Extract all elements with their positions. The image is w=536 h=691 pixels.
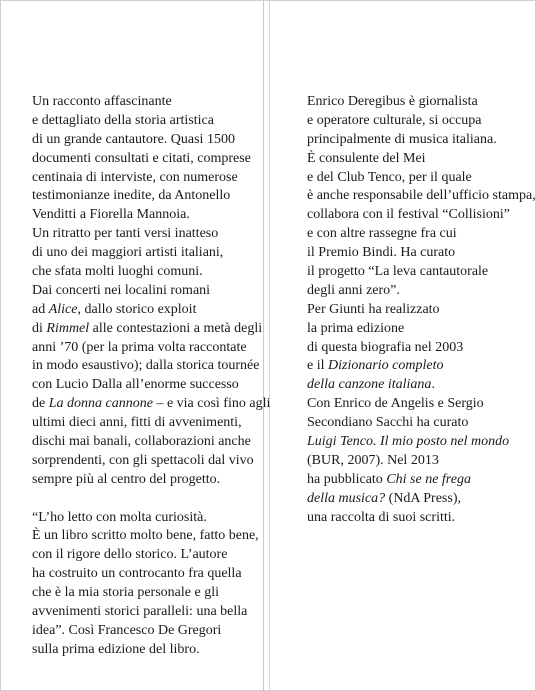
text-segment: alle contestazioni a metà degli xyxy=(89,320,263,336)
text-line xyxy=(32,244,270,263)
text-line xyxy=(32,131,270,150)
text-segment: di uno dei maggiori artisti italiani, xyxy=(32,245,224,261)
text-segment: Un racconto affascinante xyxy=(32,94,172,109)
text-line xyxy=(307,320,536,339)
text-segment: e operatore culturale, si occupa xyxy=(307,112,482,128)
text-line xyxy=(32,206,270,225)
text-line xyxy=(32,603,270,622)
text-line xyxy=(32,395,270,414)
text-line xyxy=(307,112,536,131)
text-segment: – e via così fino agli xyxy=(152,396,271,412)
text-line xyxy=(32,339,270,358)
text-segment: una raccolta di suoi scritti. xyxy=(307,509,456,525)
text-line xyxy=(307,169,536,188)
text-line xyxy=(307,225,536,244)
text-segment: degli anni zero”. xyxy=(307,282,400,298)
text-segment: con Lucio Dalla all’enorme successo xyxy=(32,377,239,393)
text-line xyxy=(32,263,270,282)
text-line xyxy=(32,93,270,112)
text-line xyxy=(307,187,536,206)
text-segment: Enrico Deregibus è giornalista xyxy=(307,94,478,109)
paragraph-gap xyxy=(32,490,270,509)
text-segment: idea”. Così Francesco De Gregori xyxy=(32,622,222,638)
text-line xyxy=(32,282,270,301)
text-line xyxy=(307,376,536,395)
text-line xyxy=(32,225,270,244)
text-segment: avvenimenti storici paralleli: una bella xyxy=(32,604,248,620)
text-line xyxy=(32,452,270,471)
text-line xyxy=(307,282,536,301)
text-segment: e con altre rassegne fra cui xyxy=(307,226,457,242)
italic-title-text: Dizionario completo xyxy=(328,358,444,374)
text-line xyxy=(32,357,270,376)
text-line xyxy=(307,471,536,490)
text-segment: che è la mia storia personale e gli xyxy=(32,585,219,601)
text-segment: ultimi dieci anni, fitti di avvenimenti, xyxy=(32,415,242,431)
text-segment: anni ’70 (per la prima volta raccontate xyxy=(32,339,247,355)
text-segment: Un ritratto per tanti versi inatteso xyxy=(32,226,219,242)
text-segment: Con Enrico de Angelis e Sergio xyxy=(307,396,484,412)
text-segment: principalmente di musica italiana. xyxy=(307,131,497,147)
text-segment: Secondiano Sacchi ha curato xyxy=(307,415,469,431)
text-line xyxy=(307,301,536,320)
text-segment: de xyxy=(32,396,49,412)
text-line xyxy=(307,339,536,358)
text-line xyxy=(32,150,270,169)
text-line xyxy=(307,433,536,452)
text-line xyxy=(307,395,536,414)
text-line xyxy=(32,320,270,339)
text-line xyxy=(307,357,536,376)
text-segment: e il xyxy=(307,358,328,374)
text-line xyxy=(32,112,270,131)
text-segment: (NdA Press), xyxy=(385,490,461,506)
text-segment: con il rigore dello storico. L’autore xyxy=(32,547,228,563)
italic-title-text: della canzone italiana xyxy=(307,377,432,393)
text-line xyxy=(32,641,270,660)
author-bio-paragraph xyxy=(307,93,536,527)
text-segment: È consulente del Mei xyxy=(307,150,426,166)
italic-title-text: Luigi Tenco. Il mio posto nel mondo xyxy=(307,434,510,450)
text-line xyxy=(32,301,270,320)
text-segment: in modo esaustivo); dalla storica tournée xyxy=(32,358,260,374)
text-segment: collabora con il festival “Collisioni” xyxy=(307,207,510,223)
text-segment: Per Giunti ha realizzato xyxy=(307,301,440,317)
italic-title-text: Rimmel xyxy=(46,320,90,336)
text-segment: sempre più al centro del progetto. xyxy=(32,471,221,487)
de-gregori-quote-paragraph xyxy=(32,509,270,660)
text-segment: ha costruito un controcanto fra quella xyxy=(32,566,242,582)
text-line xyxy=(307,263,536,282)
italic-title-text: della musica? xyxy=(307,490,386,506)
text-line xyxy=(32,584,270,603)
book-synopsis-paragraph xyxy=(32,93,270,490)
author-bio-column xyxy=(307,93,536,527)
text-line xyxy=(32,509,270,528)
text-line xyxy=(307,509,536,528)
text-line xyxy=(32,433,270,452)
text-line xyxy=(307,490,536,509)
text-line xyxy=(32,527,270,546)
text-line xyxy=(32,414,270,433)
text-segment: È un libro scritto molto bene, fatto bene, xyxy=(32,528,259,544)
text-segment: “L’ho letto con molta curiosità. xyxy=(32,509,207,525)
text-line xyxy=(32,376,270,395)
text-line xyxy=(307,150,536,169)
text-line xyxy=(307,414,536,433)
text-segment: Venditti a Fiorella Mannoia. xyxy=(32,207,190,223)
text-line xyxy=(32,169,270,188)
text-segment: sulla prima edizione del libro. xyxy=(32,641,200,657)
text-line xyxy=(307,244,536,263)
text-line xyxy=(32,187,270,206)
text-line xyxy=(307,452,536,471)
text-segment: ha pubblicato xyxy=(307,471,387,487)
book-description-column xyxy=(32,93,270,660)
text-segment: che sfata molti luoghi comuni. xyxy=(32,264,203,280)
text-line xyxy=(32,546,270,565)
text-segment: è anche responsabile dell’ufficio stampa, xyxy=(307,188,536,204)
italic-title-text: Chi se ne frega xyxy=(386,471,471,487)
italic-title-text: La donna cannone xyxy=(48,396,153,412)
text-segment: dischi mai banali, collaborazioni anche xyxy=(32,434,251,450)
text-line xyxy=(307,93,536,112)
text-line xyxy=(32,471,270,490)
text-segment: (BUR, 2007). Nel 2013 xyxy=(307,452,439,468)
text-segment: il Premio Bindi. Ha curato xyxy=(307,245,456,261)
text-segment: ad xyxy=(32,301,49,317)
text-line xyxy=(32,565,270,584)
text-line xyxy=(307,131,536,150)
text-segment: , dallo storico exploit xyxy=(77,301,197,317)
text-segment: centinaia di interviste, con numerose xyxy=(32,169,238,185)
text-segment: di un grande cantautore. Quasi 1500 xyxy=(32,131,235,147)
text-segment: la prima edizione xyxy=(307,320,405,336)
text-segment: e del Club Tenco, per il quale xyxy=(307,169,472,185)
text-line xyxy=(32,622,270,641)
text-segment: testimonianze inedite, da Antonello xyxy=(32,188,231,204)
text-segment: di xyxy=(32,320,47,336)
text-segment: Dai concerti nei localini romani xyxy=(32,282,211,298)
text-segment: e dettagliato della storia artistica xyxy=(32,112,214,128)
text-segment: di questa biografia nel 2003 xyxy=(307,339,464,355)
italic-title-text: Alice xyxy=(48,301,78,317)
text-line xyxy=(307,206,536,225)
text-segment: sorprendenti, con gli spettacoli dal vivo xyxy=(32,452,254,468)
text-segment: . xyxy=(431,377,435,393)
text-segment: documenti consultati e citati, comprese xyxy=(32,150,251,166)
text-segment: il progetto “La leva cantautorale xyxy=(307,264,489,280)
